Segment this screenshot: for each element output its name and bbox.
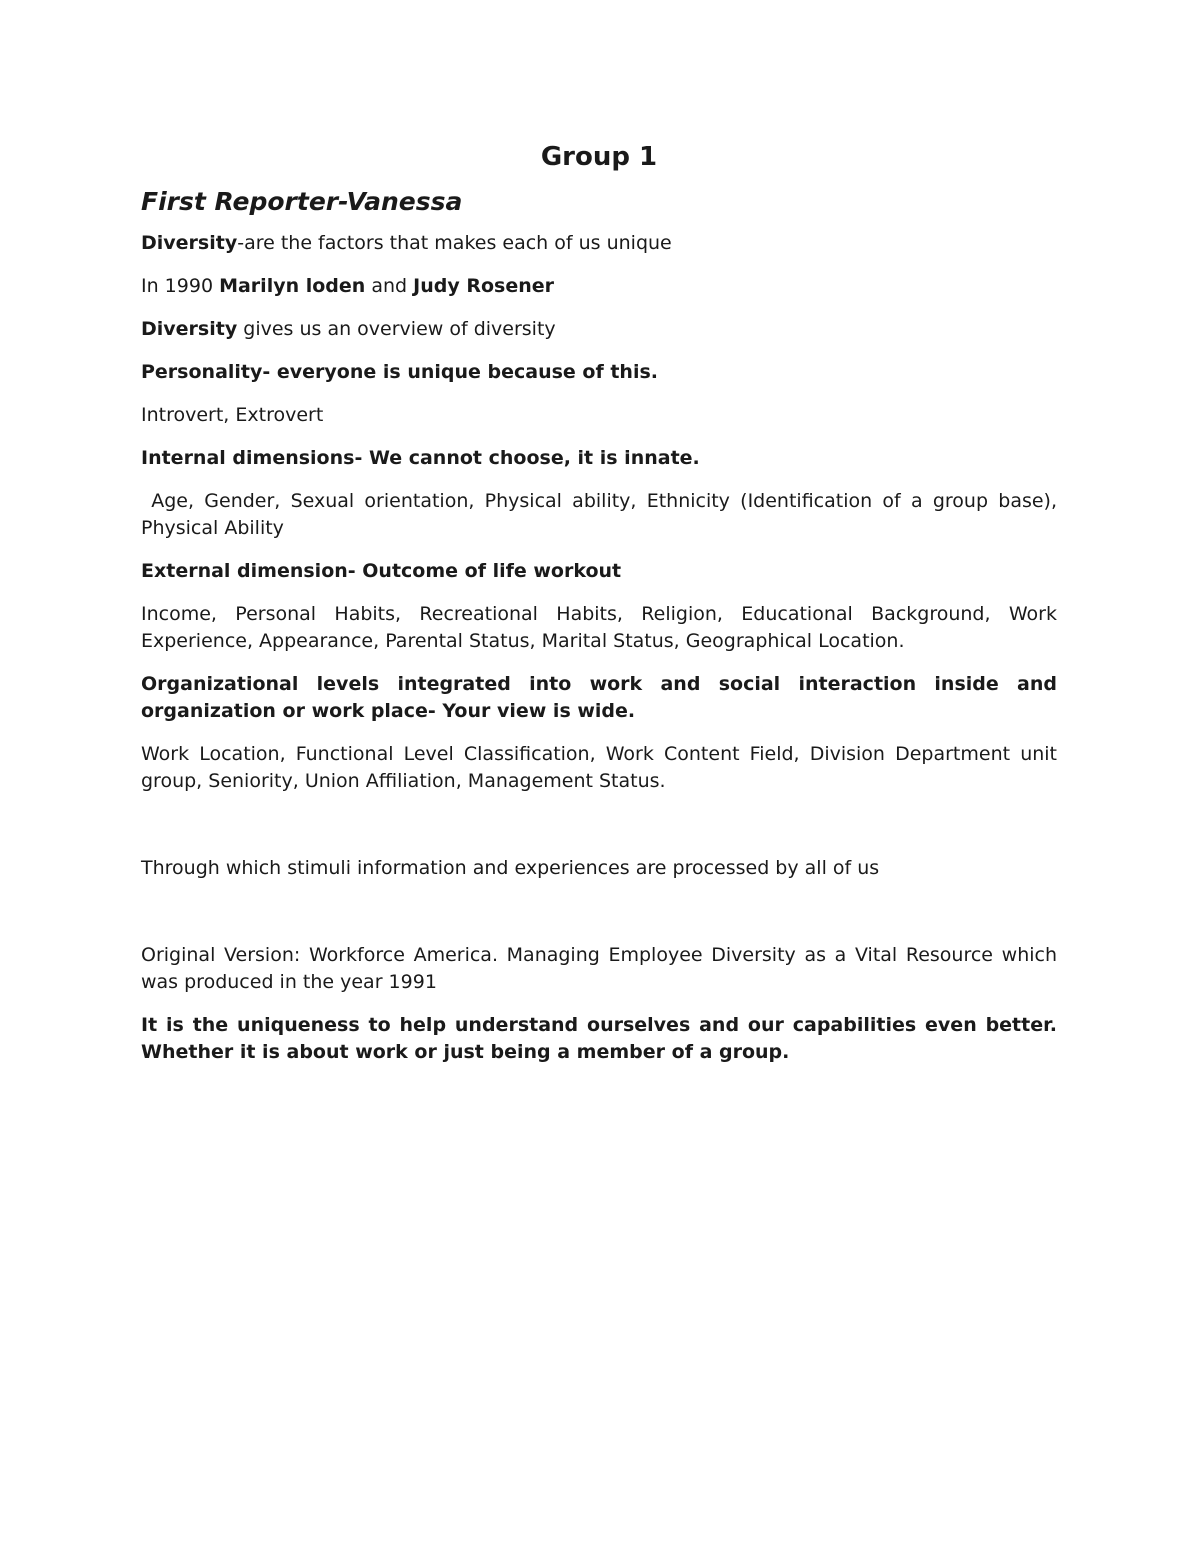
internal-dimensions-heading-text: Internal dimensions- We cannot choose, it is innate.: [141, 447, 700, 469]
personality-heading: [141, 359, 1057, 386]
uniqueness-conclusion: [141, 1012, 1057, 1066]
external-dimension-heading: [141, 558, 1057, 585]
organizational-levels-heading-text: Organizational levels integrated into work and social interaction inside and organization or work place- Your view is wide.: [141, 673, 1057, 722]
personality-types: Introvert, Extrovert: [141, 404, 324, 426]
author-rosener: Judy Rosener: [413, 275, 554, 297]
document-title: Group 1: [540, 142, 658, 172]
diversity-overview-text: gives us an overview of diversity: [237, 318, 556, 340]
diversity-overview-term: Diversity: [141, 318, 238, 340]
authors-line: [141, 273, 1057, 300]
organizational-levels-heading: [141, 671, 1057, 725]
external-dimension-heading-text: External dimension- Outcome of life workout: [141, 560, 622, 582]
diversity-definition-text: -are the factors that makes each of us unique: [237, 232, 672, 254]
uniqueness-conclusion-text: It is the uniqueness to help understand ourselves and our capabilities even better. Whether it is about work or just being a member of a group.: [141, 1014, 1057, 1063]
diversity-overview: [141, 316, 1057, 343]
internal-dimensions-list: Age, Gender, Sexual orientation, Physical ability, Ethnicity (Identification of a group base), Physical Ability: [141, 490, 1064, 539]
diversity-definition: [141, 230, 1057, 257]
authors-year: In 1990: [141, 275, 220, 297]
internal-dimensions-heading: [141, 445, 1057, 472]
spacer: [141, 898, 1057, 942]
personality-heading-text: Personality- everyone is unique because of this.: [141, 361, 658, 383]
spacer: [141, 811, 1057, 855]
authors-and: and: [365, 275, 414, 297]
external-dimension-list: Income, Personal Habits, Recreational Habits, Religion, Educational Background, Work Experience, Appearance, Parental Status, Marital Status, Geographical Location.: [141, 603, 1057, 652]
document-page: [141, 136, 1064, 1082]
reporter-heading: First Reporter-Vanessa: [141, 187, 463, 216]
diversity-term: Diversity: [141, 232, 238, 254]
stimuli-statement: Through which stimuli information and experiences are processed by all of us: [141, 857, 880, 879]
organizational-levels-list: Work Location, Functional Level Classification, Work Content Field, Division Department unit group, Seniority, Union Affiliation, Management Status.: [141, 743, 1057, 792]
original-version-note: Original Version: Workforce America. Managing Employee Diversity as a Vital Resource which was produced in the year 1991: [141, 944, 1057, 993]
author-loden: Marilyn loden: [219, 275, 366, 297]
